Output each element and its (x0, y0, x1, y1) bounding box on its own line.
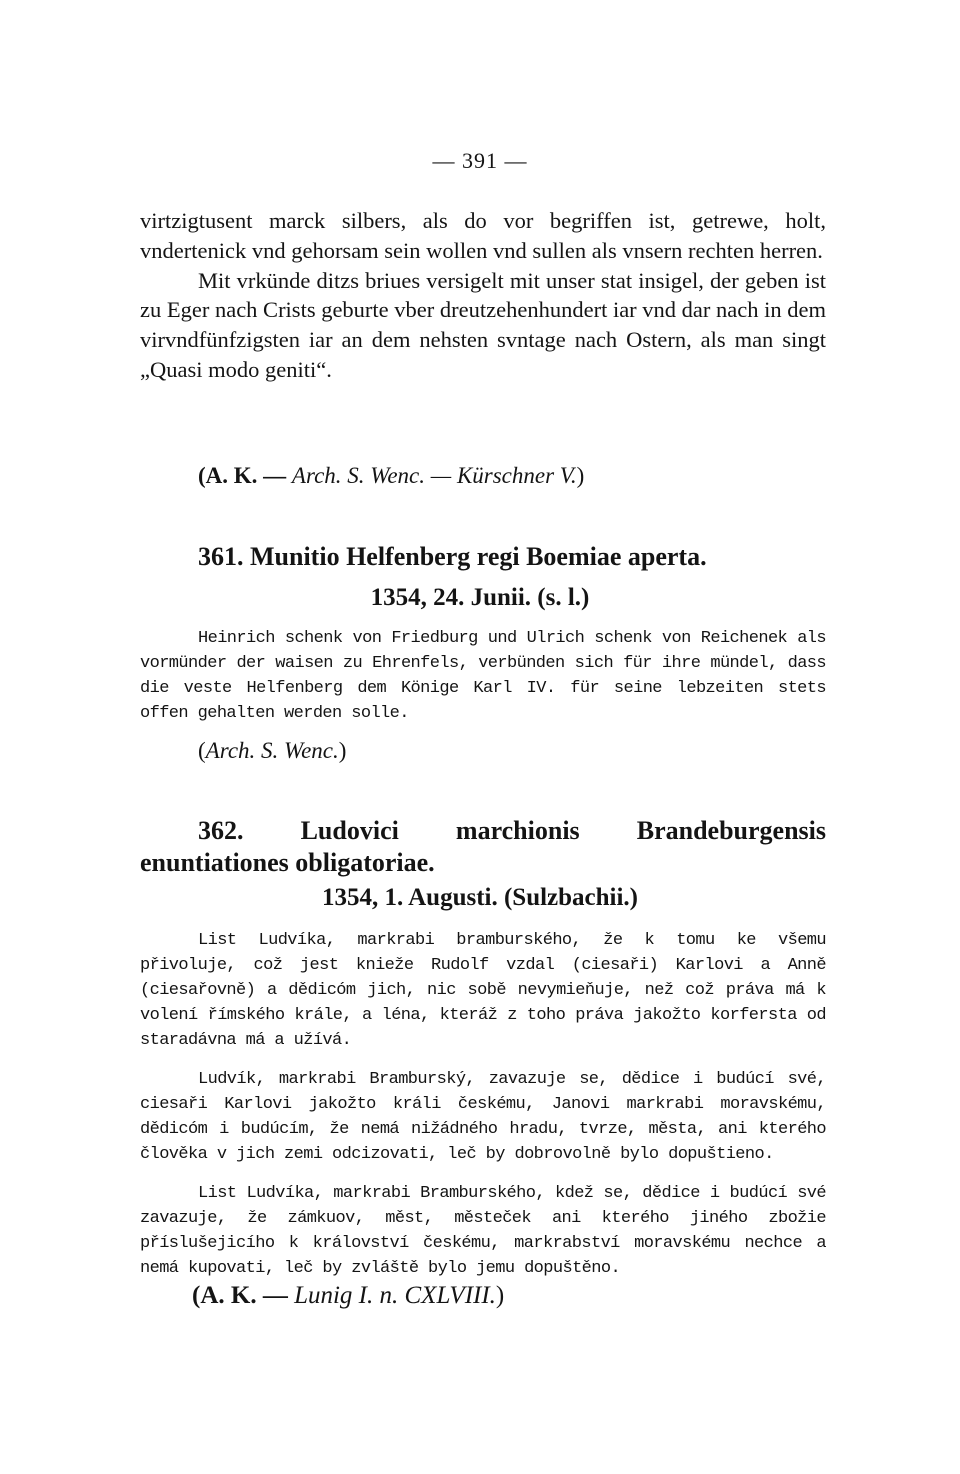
continuation-citation (198, 463, 584, 489)
entry-362-summary-block (140, 928, 826, 1281)
continuation-text (140, 206, 826, 385)
entry-362-citation (192, 1282, 504, 1310)
entry-361-summary: Heinrich schenk von Friedburg und Ulrich schenk von Reichenek als vormünder der waisen zu Ehrenfels, verbünden sich für ihre mündel, dass die veste Helfenberg dem Könige Karl IV. für seine lebzeiten stets offen gehalten werden solle. (140, 629, 826, 723)
entry-361-citation (198, 738, 346, 764)
entry-361-date: 1354, 24. Junii. (s. l.) (370, 584, 590, 611)
page-number: — 391 — (432, 148, 528, 173)
entry-362-summary-1: List Ludvíka, markrabi bramburského, že k tomu ke všemu přivoluje, což jest knieže Rudolf vzdal (ciesaři) Karlovi a Anně (ciesařovně) a dědicóm jich, nic sobě nevymieňuje, než což práva má k volení římského krále, a léna, kteráž z toho práva jakožto korfersta od staradávna má a užívá. (140, 931, 826, 1050)
citation-source: Arch. S. Wenc. (205, 738, 339, 763)
entry-362-heading: 362. Ludovici marchionis Brandeburgensis enuntiationes obligatoriae. (140, 816, 826, 877)
citation-open: (A. K. — (198, 463, 292, 488)
continuation-paragraph-1: virtzigtusent marck silbers, als do vor begriffen ist, getrewe, holt, vndertenick vnd gehorsam sein wollen vnd sullen als vnsern rechten herren. (140, 208, 826, 263)
citation-open: ( (198, 738, 206, 763)
citation-source: Arch. S. Wenc. — Kürschner V. (291, 463, 577, 488)
citation-close: ) (576, 463, 585, 488)
citation-source: Lunig I. n. CXLVIII. (294, 1282, 496, 1309)
entry-362-summary-3: List Ludvíka, markrabi Bramburského, kdež se, dědice i budúcí své zavazuje, že zámkuov, měst, městeček ani kterého jiného zbožie příslušejicího k království českému, markrabství moravskému nechce a nemá kupovati, leč by zvláště bylo jemu dopuštěno. (140, 1184, 826, 1278)
citation-open: (A. K. — (192, 1282, 295, 1309)
continuation-paragraph-2: Mit vrkünde ditzs briues versigelt mit unser stat insigel, der geben ist zu Eger nach Crists geburte vber dreutzehenhundert iar vnd dar nach in dem virvndfünfzigsten iar an dem nehsten svntage nach Ostern, als man singt „Quasi modo geniti“. (140, 267, 826, 382)
citation-close: ) (495, 1282, 505, 1309)
citation-close: ) (338, 738, 347, 763)
entry-362-date: 1354, 1. Augusti. (Sulzbachii.) (321, 884, 639, 911)
entry-362-summary-2: Ludvík, markrabi Bramburský, zavazuje se, dědice i budúcí své, ciesaři Karlovi jakožto králi českému, Janovi markrabi moravskému, dědicóm i budúcím, že nemá nižádného hradu, tvrze, města, ani kterého člověka v jich zemi odcizovati, leč by dobrovolně bylo dopuštieno. (140, 1070, 826, 1164)
entry-361-summary-block (140, 626, 826, 726)
entry-361-heading: 361. Munitio Helfenberg regi Boemiae aperta. (198, 542, 707, 571)
